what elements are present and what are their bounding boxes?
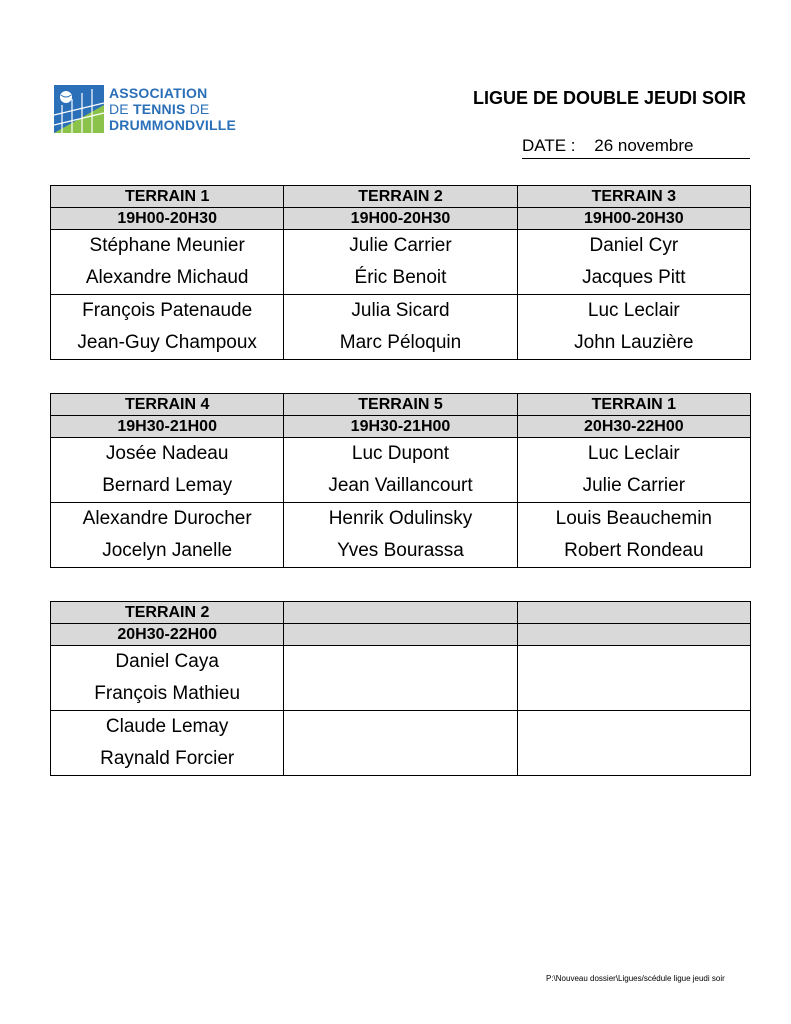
court-header: TERRAIN 2 [51, 602, 284, 624]
court-header-empty [517, 602, 750, 624]
time-slot: 20H30-22H00 [517, 416, 750, 438]
logo-line-association: ASSOCIATION [109, 85, 208, 101]
time-slot: 20H30-22H00 [51, 624, 284, 646]
team-cell-empty [284, 711, 517, 776]
team-cell [517, 230, 750, 295]
player-name [518, 646, 750, 678]
date-label: DATE : [522, 136, 576, 155]
player-name: Raynald Forcier [100, 748, 235, 769]
player-name: Julie Carrier [349, 235, 452, 256]
page-title: LIGUE DE DOUBLE JEUDI SOIR [472, 88, 746, 108]
player-name [284, 646, 516, 678]
player-name: Jacques Pitt [582, 267, 686, 288]
time-slot-empty [284, 624, 517, 646]
court-header: TERRAIN 4 [51, 394, 284, 416]
player-name: Marc Péloquin [339, 332, 462, 353]
logo-line-drummondville: DRUMMONDVILLE [109, 117, 237, 133]
association-logo [54, 84, 236, 134]
player-name: Henrik Odulinsky [328, 508, 473, 529]
player-name: Jean Vaillancourt [328, 475, 473, 496]
player-name: Daniel Cyr [589, 235, 679, 256]
team-cell [284, 503, 517, 568]
player-name [518, 743, 750, 775]
team-cell [51, 438, 284, 503]
time-slot: 19H00-20H30 [284, 208, 517, 230]
player-name: Robert Rondeau [564, 540, 704, 561]
schedule-table-2 [50, 393, 751, 568]
schedule-table-3 [50, 601, 751, 776]
team-cell [51, 295, 284, 360]
date-value: 26 novembre [594, 136, 694, 155]
player-name: Jocelyn Janelle [102, 540, 233, 561]
player-name: Luc Leclair [587, 300, 680, 321]
player-name: Louis Beauchemin [555, 508, 712, 529]
player-name: Alexandre Michaud [85, 267, 249, 288]
court-header: TERRAIN 5 [284, 394, 517, 416]
player-name: Claude Lemay [105, 716, 229, 737]
time-slot: 19H00-20H30 [517, 208, 750, 230]
team-cell [517, 295, 750, 360]
player-name: Julie Carrier [582, 475, 686, 496]
team-cell-empty [517, 646, 750, 711]
team-cell-empty [517, 711, 750, 776]
player-name: Stéphane Meunier [89, 235, 245, 256]
time-slot-empty [517, 624, 750, 646]
logo-word-de-2: DE [189, 101, 210, 117]
player-name: Éric Benoit [354, 267, 447, 288]
player-name [284, 711, 516, 743]
player-name: François Patenaude [82, 300, 253, 321]
time-slot: 19H30-21H00 [284, 416, 517, 438]
logo-word-de: DE [109, 101, 129, 117]
player-name: Luc Dupont [351, 443, 450, 464]
team-cell-empty [284, 646, 517, 711]
court-header-empty [284, 602, 517, 624]
player-name [518, 678, 750, 710]
player-name: Yves Bourassa [337, 540, 464, 561]
team-cell [51, 711, 284, 776]
court-header: TERRAIN 1 [517, 394, 750, 416]
team-cell [51, 503, 284, 568]
team-cell [51, 230, 284, 295]
court-header: TERRAIN 2 [284, 186, 517, 208]
logo-line-tennis [109, 101, 236, 117]
player-name: John Lauzière [574, 332, 694, 353]
player-name: Josée Nadeau [105, 443, 229, 464]
player-name: François Mathieu [94, 683, 241, 704]
player-name: Bernard Lemay [102, 475, 233, 496]
time-slot: 19H00-20H30 [51, 208, 284, 230]
team-cell [517, 438, 750, 503]
team-cell [51, 646, 284, 711]
court-header: TERRAIN 3 [517, 186, 750, 208]
player-name [284, 743, 516, 775]
team-cell [284, 295, 517, 360]
player-name [518, 711, 750, 743]
player-name: Jean-Guy Champoux [77, 332, 257, 353]
player-name: Julia Sicard [351, 300, 450, 321]
time-slot: 19H30-21H00 [51, 416, 284, 438]
date-field [522, 136, 750, 159]
player-name: Luc Leclair [587, 443, 680, 464]
player-name: Daniel Caya [115, 651, 219, 672]
player-name [284, 678, 516, 710]
tennis-court-logo-icon [54, 85, 104, 133]
court-header: TERRAIN 1 [51, 186, 284, 208]
schedule-table-1 [50, 185, 751, 360]
player-name: Alexandre Durocher [82, 508, 252, 529]
team-cell [284, 230, 517, 295]
team-cell [517, 503, 750, 568]
file-path-footer: P:\Nouveau dossier\Ligues/scédule ligue jeudi soir [546, 974, 725, 983]
team-cell [284, 438, 517, 503]
logo-word-tennis: TENNIS [132, 101, 186, 117]
